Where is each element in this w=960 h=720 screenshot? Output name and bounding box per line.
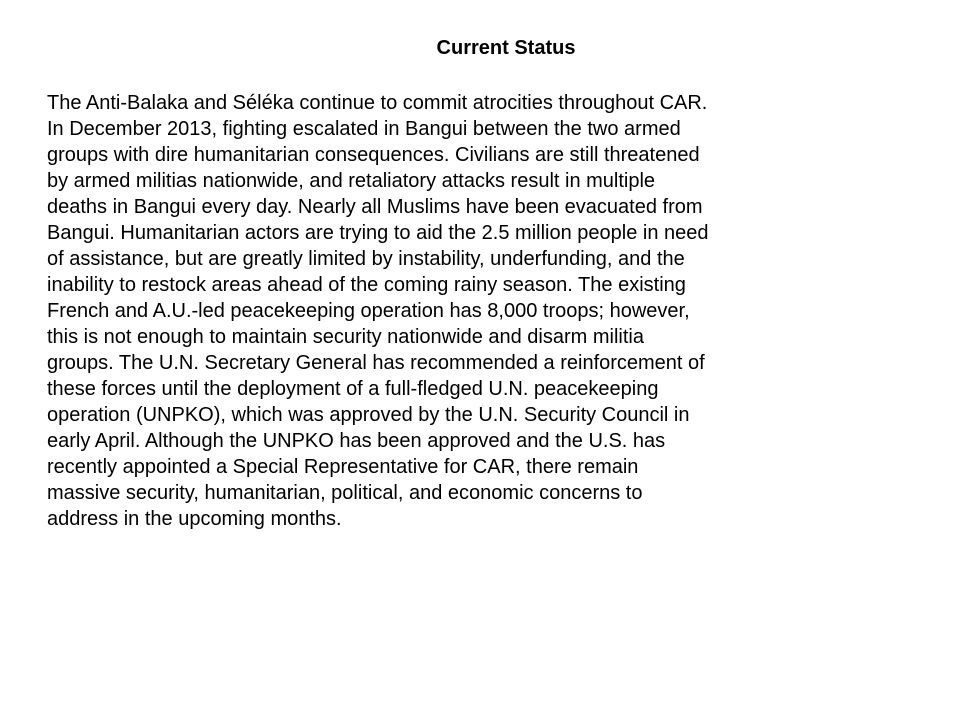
body-line: Bangui. Humanitarian actors are trying to aid the 2.5 million people in need <box>47 222 709 244</box>
body-line: by armed militias nationwide, and retaliatory attacks result in multiple <box>47 170 656 192</box>
body-line: operation (UNPKO), which was approved by the U.N. Security Council in <box>47 404 690 426</box>
body-line: these forces until the deployment of a full-fledged U.N. peacekeeping <box>47 378 659 400</box>
body-line: massive security, humanitarian, political, and economic concerns to <box>47 482 643 504</box>
body-line: address in the upcoming months. <box>47 508 342 530</box>
body-line: early April. Although the UNPKO has been approved and the U.S. has <box>47 430 666 452</box>
body-line: The Anti-Balaka and Séléka continue to commit atrocities throughout CAR. <box>47 92 708 114</box>
body-line: recently appointed a Special Representative for CAR, there remain <box>47 456 639 478</box>
body-text <box>47 90 907 532</box>
body-line: this is not enough to maintain security nationwide and disarm militia <box>47 326 644 348</box>
slide-title: Current Status <box>436 37 576 59</box>
body-line: French and A.U.-led peacekeeping operation has 8,000 troops; however, <box>47 300 690 322</box>
body-line: inability to restock areas ahead of the coming rainy season. The existing <box>47 274 686 296</box>
body-line: deaths in Bangui every day. Nearly all Muslims have been evacuated from <box>47 196 703 218</box>
body-line: of assistance, but are greatly limited by instability, underfunding, and the <box>47 248 685 270</box>
body-line: In December 2013, fighting escalated in Bangui between the two armed <box>47 118 681 140</box>
body-line: groups with dire humanitarian consequences. Civilians are still threatened <box>47 144 700 166</box>
body-line: groups. The U.N. Secretary General has recommended a reinforcement of <box>47 352 705 374</box>
